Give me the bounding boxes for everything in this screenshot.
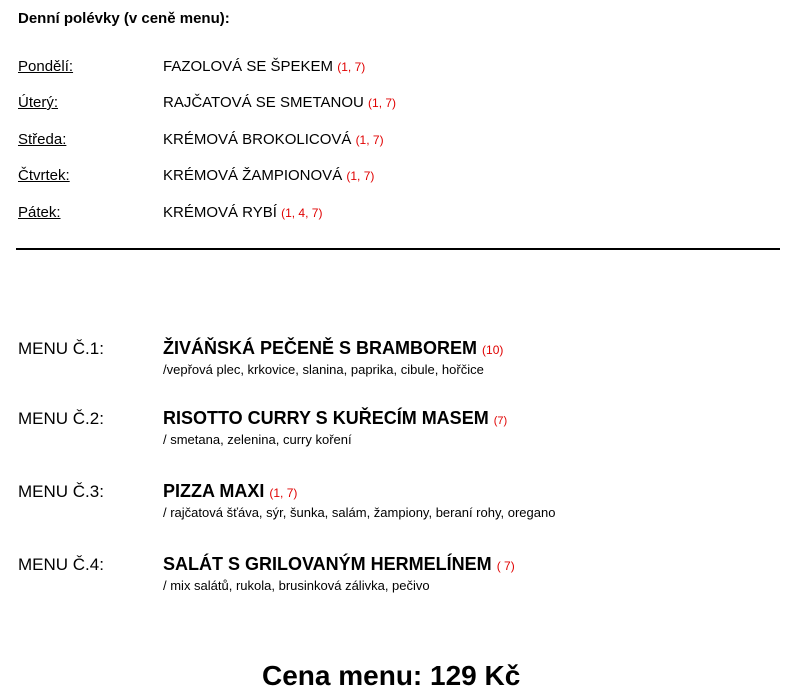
section-divider [16,248,780,250]
soup-name-text: KRÉMOVÁ RYBÍ [163,204,277,221]
soup-name-text: KRÉMOVÁ BROKOLICOVÁ [163,131,352,148]
soup-name-text: KRÉMOVÁ ŽAMPIONOVÁ [163,167,343,184]
soup-name-text: RAJČATOVÁ SE SMETANOU [163,94,364,111]
menu-name-text: ŽIVÁŇSKÁ PEČENĚ S BRAMBOREM [163,338,478,358]
menu-description: / mix salátů, rukola, brusinková zálivka, pečivo [163,578,430,593]
menu-description: / rajčatová šťáva, sýr, šunka, salám, žampiony, beraní rohy, oregano [163,505,556,520]
menu-label: MENU Č.1: [18,339,104,358]
menu-price: Cena menu: 129 Kč [262,660,521,691]
menu-description: /vepřová plec, krkovice, slanina, paprika, cibule, hořčice [163,362,484,377]
allergen-codes: ( 7) [496,559,515,573]
soup-name [163,94,396,111]
day-label: Pondělí: [18,58,74,75]
menu-label: MENU Č.4: [18,555,104,574]
menu-name-text: SALÁT S GRILOVANÝM HERMELÍNEM [163,554,492,574]
soup-name [163,204,322,221]
allergen-codes: (1, 7) [269,486,298,500]
allergen-codes: (10) [482,343,504,357]
menu-name-text: PIZZA MAXI [163,481,265,501]
menu-name-text: RISOTTO CURRY S KUŘECÍM MASEM [163,408,489,428]
soup-name [163,131,384,148]
menu-label: MENU Č.2: [18,409,104,428]
day-label: Čtvrtek: [18,167,70,184]
allergen-codes: (1, 4, 7) [281,206,323,220]
allergen-codes: (1, 7) [368,96,397,110]
menu-description: / smetana, zelenina, curry koření [163,432,352,447]
soup-name-text: FAZOLOVÁ SE ŠPEKEM [163,58,334,75]
menu-name [163,338,503,359]
day-label: Středa: [18,131,67,148]
soups-title: Denní polévky (v ceně menu): [18,10,230,27]
allergen-codes: (1, 7) [337,60,366,74]
allergen-codes: (1, 7) [346,169,375,183]
allergen-codes: (7) [493,415,508,427]
menu-label: MENU Č.3: [18,482,104,501]
day-label: Pátek: [18,204,61,221]
allergen-codes: (1, 7) [355,133,384,147]
soup-name [163,167,374,184]
menu-name [163,481,297,502]
menu-name [163,408,507,429]
menu-name [163,554,515,575]
soup-name [163,58,365,75]
day-label: Úterý: [18,94,59,111]
